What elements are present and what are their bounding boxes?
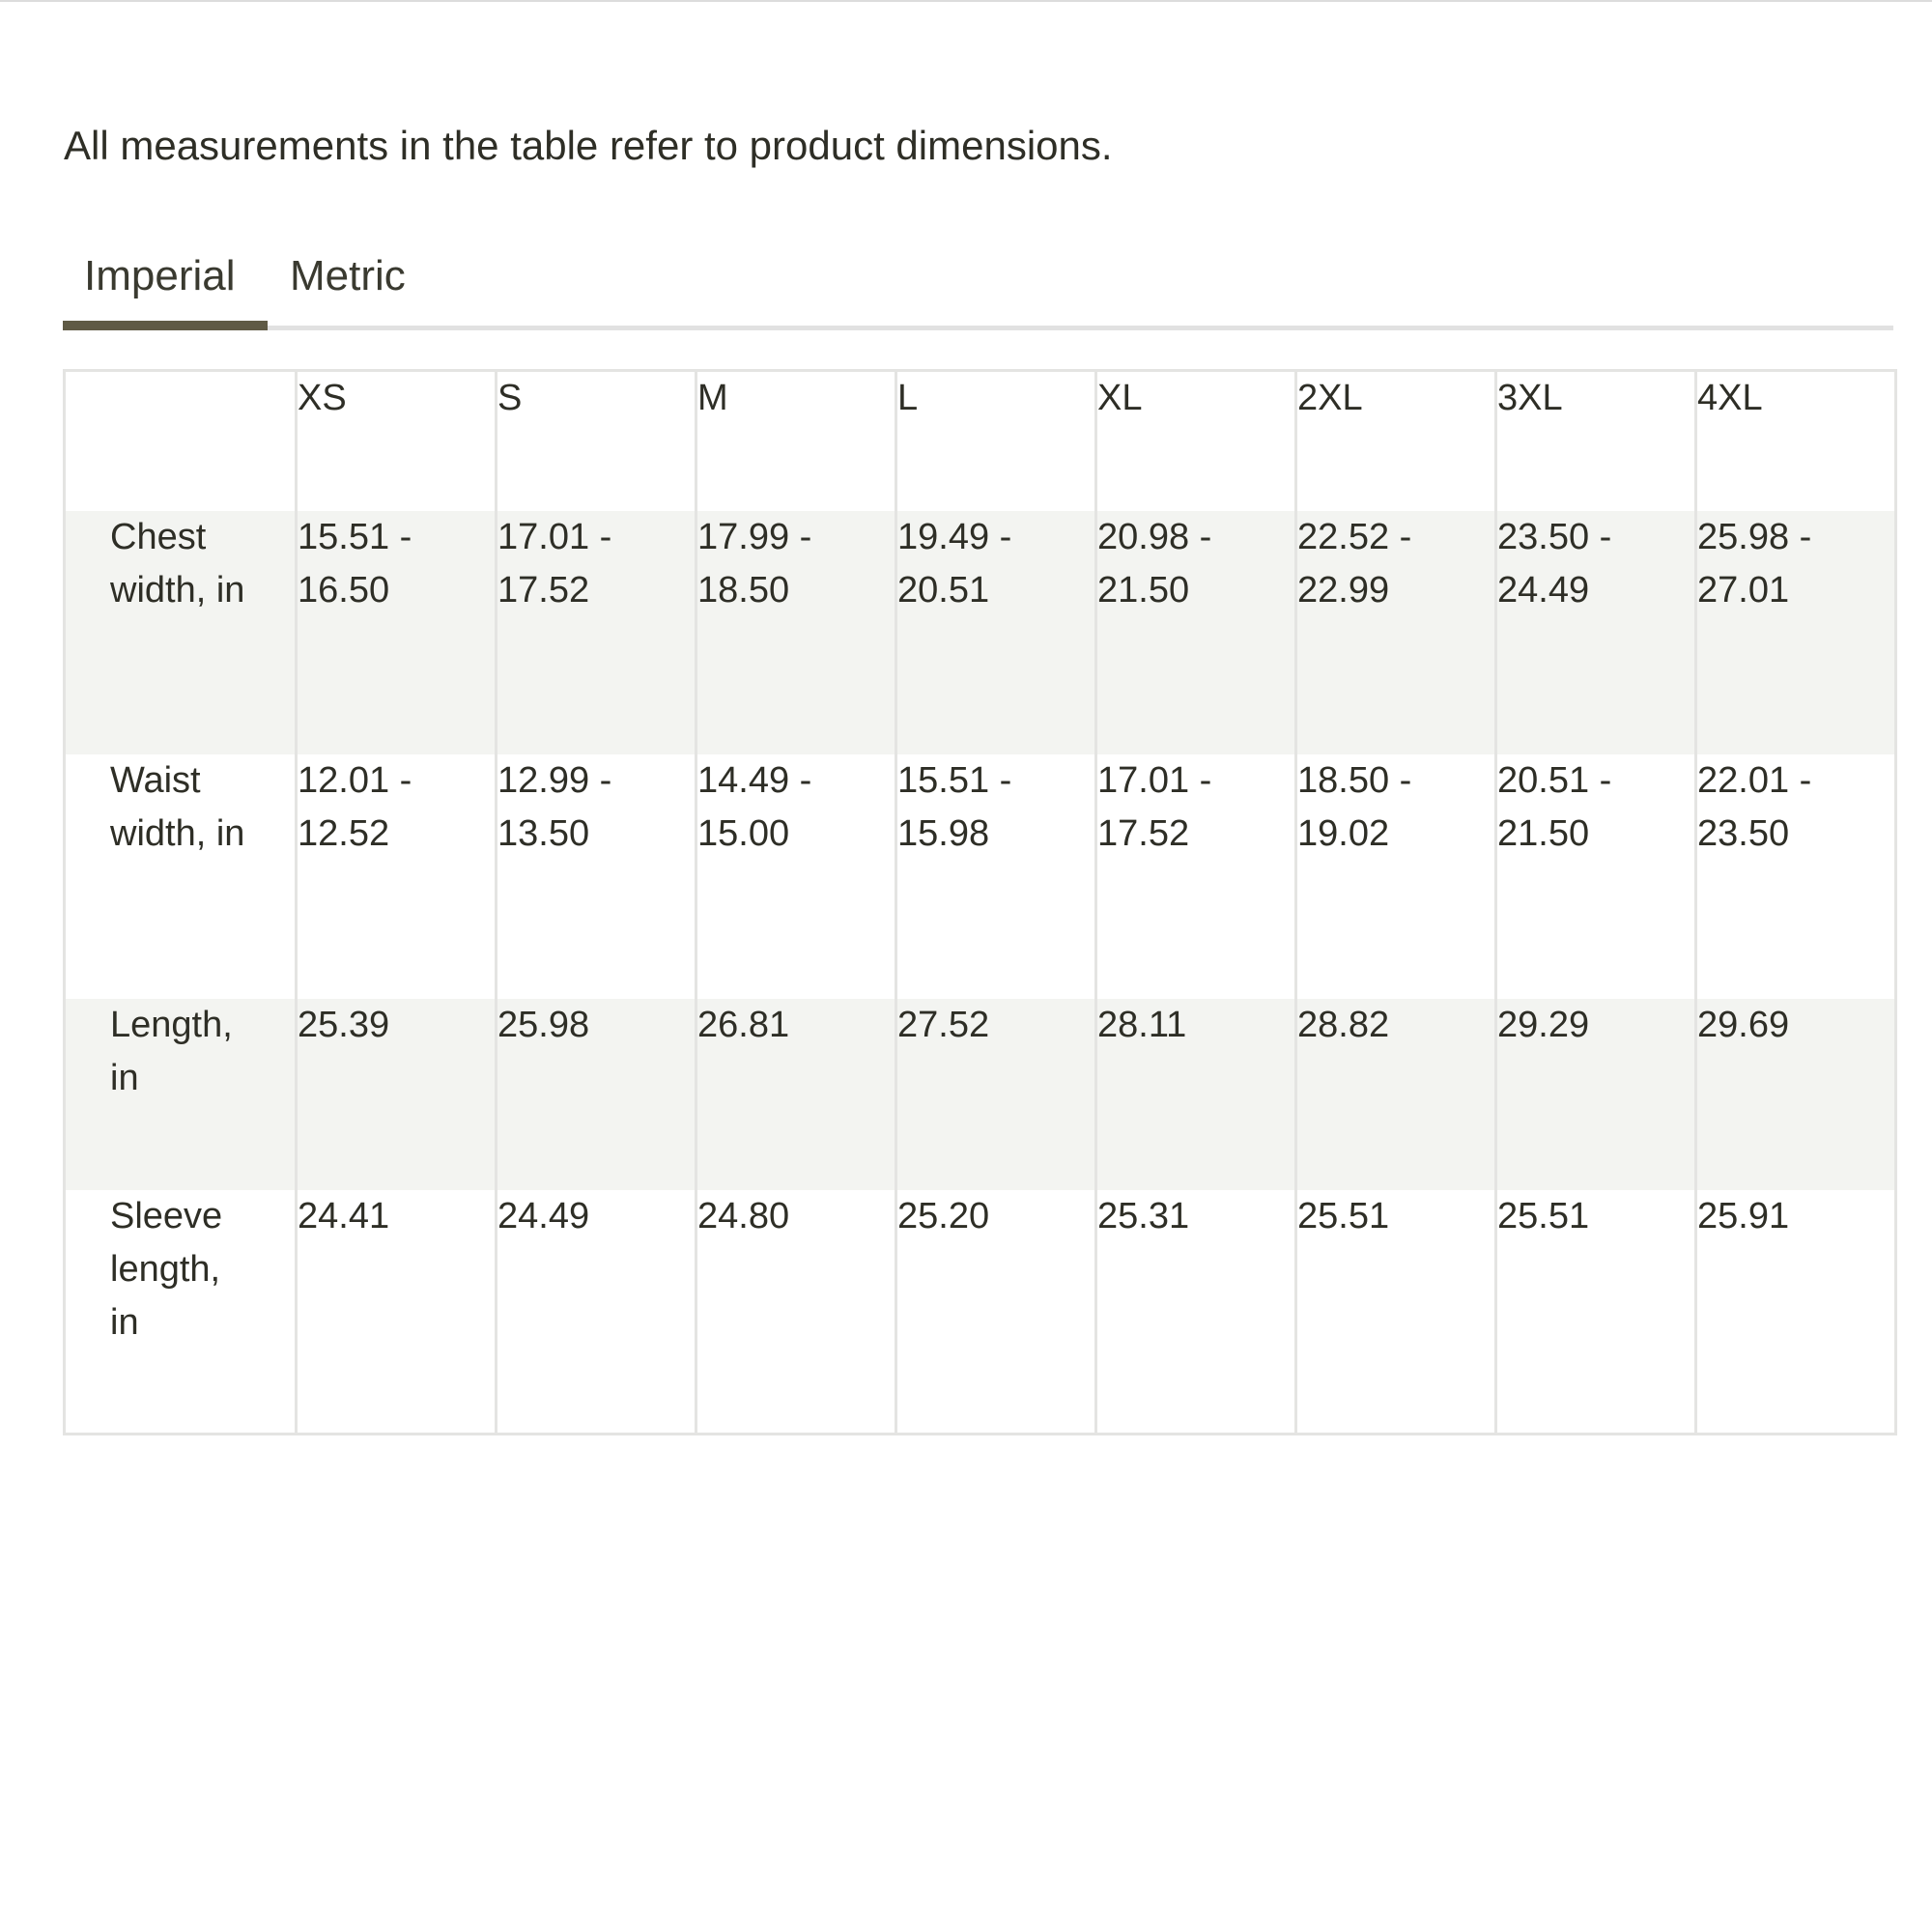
table-cell: 29.69 (1696, 999, 1896, 1190)
table-cell: 20.98 - 21.50 (1096, 511, 1296, 754)
size-header-row (65, 371, 1896, 511)
tabs-divider (63, 326, 1893, 330)
size-header-xs: XS (297, 371, 497, 511)
table-cell: 26.81 (696, 999, 896, 1190)
table-cell: 27.52 (896, 999, 1096, 1190)
tab-metric[interactable]: Metric (290, 252, 406, 299)
table-cell: 12.01 - 12.52 (297, 754, 497, 999)
table-cell: 22.52 - 22.99 (1296, 511, 1496, 754)
table-cell: 25.51 (1496, 1190, 1696, 1435)
table-cell: 28.82 (1296, 999, 1496, 1190)
row-label: Chest width, in (65, 511, 297, 754)
table-cell: 25.39 (297, 999, 497, 1190)
table-cell: 24.49 (497, 1190, 696, 1435)
table-cell: 29.29 (1496, 999, 1696, 1190)
table-cell: 17.01 - 17.52 (1096, 754, 1296, 999)
table-cell: 17.99 - 18.50 (696, 511, 896, 754)
table-cell: 24.41 (297, 1190, 497, 1435)
table-cell: 22.01 - 23.50 (1696, 754, 1896, 999)
table-row-length (65, 999, 1896, 1190)
top-divider (0, 0, 1932, 2)
size-header-s: S (497, 371, 696, 511)
table-cell: 28.11 (1096, 999, 1296, 1190)
row-label: Waist width, in (65, 754, 297, 999)
measurements-note: All measurements in the table refer to product dimensions. (64, 123, 1113, 168)
table-cell: 25.31 (1096, 1190, 1296, 1435)
size-chart-table (63, 369, 1897, 1435)
table-cell: 25.51 (1296, 1190, 1496, 1435)
size-header-4xl: 4XL (1696, 371, 1896, 511)
table-cell: 17.01 - 17.52 (497, 511, 696, 754)
table-cell: 14.49 - 15.00 (696, 754, 896, 999)
table-cell: 25.20 (896, 1190, 1096, 1435)
active-tab-indicator (63, 321, 268, 330)
table-cell: 15.51 - 15.98 (896, 754, 1096, 999)
row-label: Length, in (65, 999, 297, 1190)
table-cell: 20.51 - 21.50 (1496, 754, 1696, 999)
corner-cell (65, 371, 297, 511)
size-header-2xl: 2XL (1296, 371, 1496, 511)
table-cell: 19.49 - 20.51 (896, 511, 1096, 754)
table-row-chest-width (65, 511, 1896, 754)
table-row-waist-width (65, 754, 1896, 999)
table-cell: 18.50 - 19.02 (1296, 754, 1496, 999)
table-row-sleeve-length (65, 1190, 1896, 1435)
table-cell: 23.50 - 24.49 (1496, 511, 1696, 754)
unit-tabs (63, 242, 1893, 330)
table-cell: 24.80 (696, 1190, 896, 1435)
size-header-m: M (696, 371, 896, 511)
size-header-xl: XL (1096, 371, 1296, 511)
table-cell: 12.99 - 13.50 (497, 754, 696, 999)
table-cell: 15.51 - 16.50 (297, 511, 497, 754)
table-cell: 25.91 (1696, 1190, 1896, 1435)
tab-imperial[interactable]: Imperial (84, 252, 236, 299)
table-cell: 25.98 (497, 999, 696, 1190)
table-cell: 25.98 - 27.01 (1696, 511, 1896, 754)
size-header-l: L (896, 371, 1096, 511)
row-label: Sleeve length, in (65, 1190, 297, 1435)
size-header-3xl: 3XL (1496, 371, 1696, 511)
